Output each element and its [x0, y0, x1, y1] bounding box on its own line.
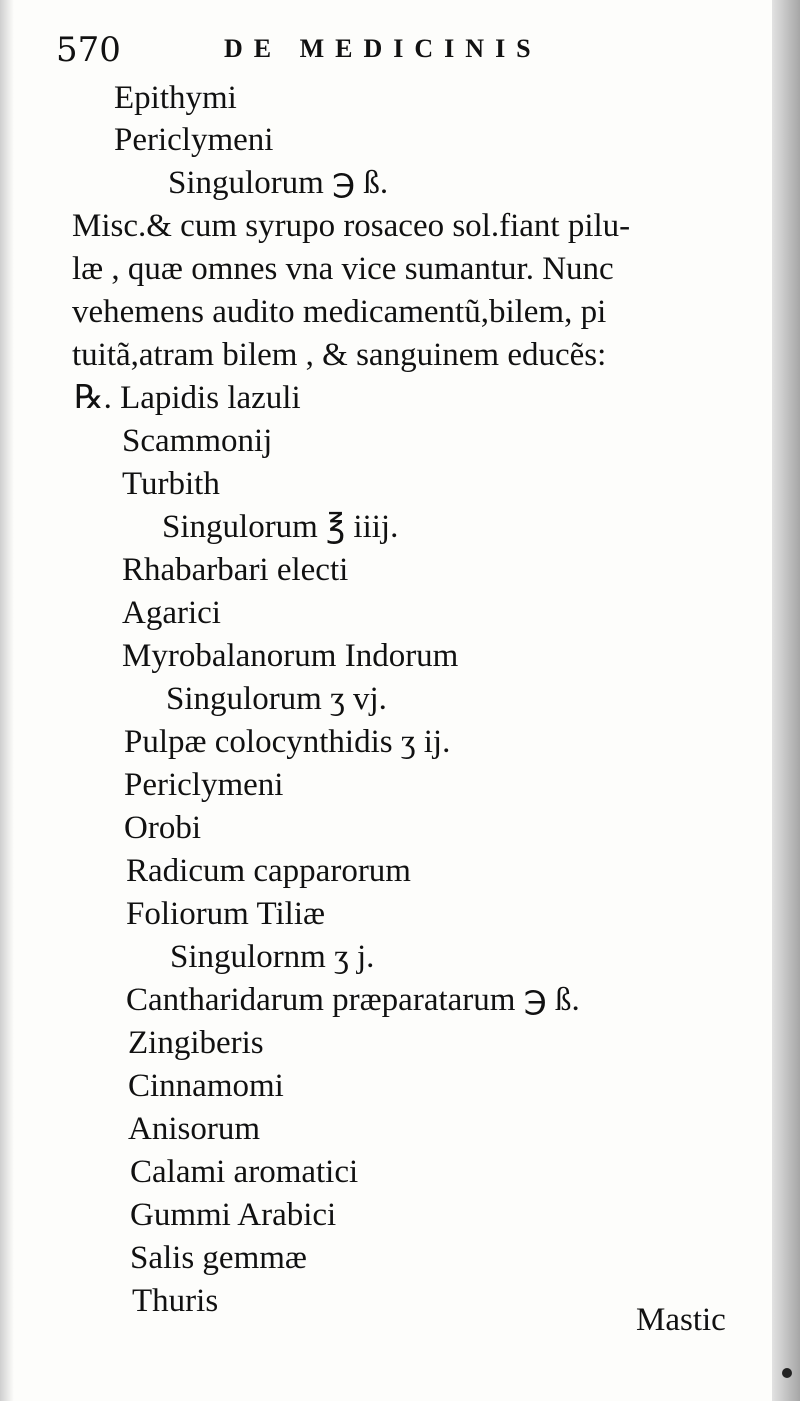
- text-line: Foliorum Tiliæ: [126, 896, 326, 932]
- recipe-line: ℞. Lapidis lazuli: [74, 380, 301, 416]
- text-line: læ , quæ omnes vna vice sumantur. Nunc: [72, 251, 614, 287]
- text-line: Anisorum: [128, 1111, 260, 1147]
- text-line: Cinnamomi: [128, 1068, 284, 1104]
- text-line: Singulorum ℈ ß.: [168, 165, 389, 201]
- text-line: Misc.& cum syrupo rosaceo sol.fiant pilu-: [72, 208, 631, 244]
- gutter-shadow: [0, 0, 14, 1401]
- text-line: Singulorum ℥ iiij.: [162, 509, 399, 545]
- page-number: 570: [56, 30, 121, 70]
- text-line: Gummi Arabici: [130, 1197, 337, 1233]
- text-line: Agarici: [122, 595, 221, 631]
- text-line: Turbith: [122, 466, 220, 502]
- text-line: Radicum capparorum: [126, 853, 411, 889]
- text-line: Orobi: [124, 810, 201, 846]
- catchword: Mastic: [636, 1302, 726, 1338]
- text-line: Salis gemmæ: [130, 1240, 307, 1276]
- text-line: Cantharidarum præparatarum ℈ ß.: [126, 982, 580, 1018]
- text-line: Singulornm ʒ j.: [170, 939, 375, 975]
- text-line: tuitã,atram bilem , & sanguinem educẽs:: [72, 337, 607, 373]
- text-line: Pulpæ colocynthidis ʒ ij.: [124, 724, 451, 760]
- text-line: Calami aromatici: [130, 1154, 359, 1190]
- text-line: Singulorum ʒ vj.: [166, 681, 387, 717]
- text-line: Rhabarbari electi: [122, 552, 349, 588]
- text-line: Periclymeni: [124, 767, 284, 803]
- scan-artifact-dot: [782, 1368, 792, 1378]
- text-line: vehemens audito medicamentũ,bilem, pi: [72, 294, 607, 330]
- text-line: Myrobalanorum Indorum: [122, 638, 459, 674]
- text-line: Zingiberis: [128, 1025, 264, 1061]
- text-line: Scammonij: [122, 423, 273, 459]
- page-edge-strip: [772, 0, 800, 1401]
- page-header: [38, 30, 758, 70]
- text-line: Epithymi: [114, 80, 237, 116]
- text-line: Thuris: [132, 1283, 219, 1319]
- text-line: Periclymeni: [114, 122, 274, 158]
- running-title: DE MEDICINIS: [224, 34, 542, 63]
